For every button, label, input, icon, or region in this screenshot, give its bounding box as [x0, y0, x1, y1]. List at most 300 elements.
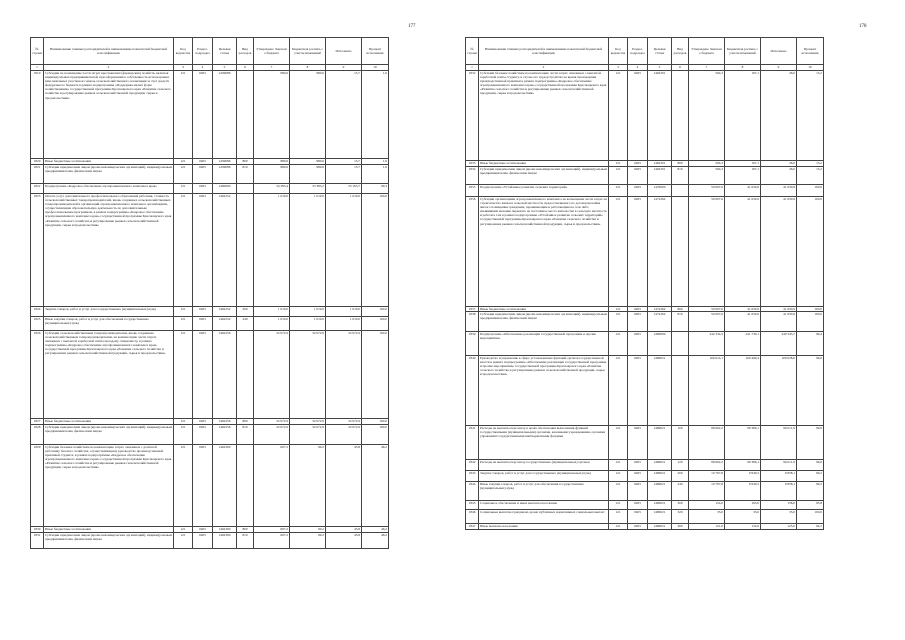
header-cell: Процент исполнения [797, 38, 824, 65]
section-code: 0405 [628, 71, 648, 161]
row-description: Иные закупки товаров, работ и услуг для обеспечения государственных (муниципальных) нужд [44, 317, 174, 331]
table-row [466, 426, 824, 460]
section-code: 0405 [628, 524, 648, 530]
approved-amount: 980,6 [254, 71, 290, 159]
executed-amount: 33,0 [761, 510, 797, 524]
department-code: 121 [174, 317, 193, 331]
expense-type-code [237, 331, 254, 419]
approved-amount: 121,0 [689, 524, 725, 530]
row-number: 1840 [466, 356, 479, 426]
row-number: 1825 [31, 317, 44, 331]
execution-percent: 100,0 [797, 307, 824, 312]
section-code: 0405 [628, 426, 648, 460]
header-cell: Исполнено [761, 38, 797, 65]
row-description: Иные выплаты населению [479, 524, 609, 530]
revised-amount: 99 386,1 [725, 426, 761, 460]
department-code: 121 [609, 161, 628, 167]
column-number: 8 [725, 65, 761, 71]
target-item-code: 1480021 [648, 460, 672, 471]
header-cell: Утверждено Законом о бюджете [689, 38, 725, 65]
column-number: 3 [609, 65, 628, 71]
row-description: Иные бюджетные ассигнования [44, 159, 174, 165]
approved-amount: 242 334,3 [689, 332, 725, 356]
executed-amount: 99 011,9 [761, 426, 797, 460]
budget-table [30, 37, 389, 549]
column-number: 5 [213, 65, 237, 71]
section-code: 0405 [628, 356, 648, 426]
table-row [31, 317, 389, 331]
executed-amount: 41 630,9 [761, 197, 797, 307]
table-row [31, 71, 389, 159]
target-item-code: 1462300 [213, 527, 237, 533]
execution-percent: 100,0 [362, 419, 389, 425]
row-number: 1831 [31, 533, 44, 549]
section-code: 0405 [628, 185, 648, 197]
row-number: 1828 [31, 425, 44, 445]
department-code: 121 [609, 332, 628, 356]
department-code: 121 [609, 471, 628, 482]
approved-amount: 594,3 [689, 167, 725, 185]
target-item-code: 1472262 [648, 312, 672, 332]
execution-percent: 100,0 [362, 194, 389, 307]
page-number: 178 [859, 24, 867, 29]
expense-type-code: 320 [672, 510, 689, 524]
target-item-code: 1459086 [213, 165, 237, 184]
section-code: 0405 [628, 460, 648, 471]
expense-type-code: 200 [672, 471, 689, 482]
row-description: Иные бюджетные ассигнования [44, 419, 174, 425]
executed-amount: 26,0 [761, 71, 797, 161]
header-row [466, 38, 824, 65]
approved-amount: 980,6 [254, 165, 290, 184]
row-number: 1820 [31, 159, 44, 165]
approved-amount: 594,3 [689, 71, 725, 161]
department-code: 121 [174, 165, 193, 184]
row-description: Закупка товаров, работ и услуг для государственных (муниципальных) нужд [479, 471, 609, 482]
row-number: 1843 [466, 471, 479, 482]
table-row [31, 445, 389, 527]
table-row [31, 533, 389, 549]
executed-amount: 33 163,7 [326, 184, 362, 194]
revised-amount: 980,6 [290, 165, 326, 184]
table-row [31, 425, 389, 445]
approved-amount: 32 072,9 [254, 425, 290, 445]
target-item-code: 1480021 [648, 482, 672, 501]
expense-type-code: 120 [672, 460, 689, 471]
target-item-code: 1472262 [648, 197, 672, 307]
target-item-code: 1462256 [213, 331, 237, 419]
target-item-code: 1480021 [648, 501, 672, 510]
row-description: Подпрограмма «Кадровое обеспечение агропромышленного комплекса края» [44, 184, 174, 194]
execution-percent: 46,2 [362, 445, 389, 527]
section-code: 0405 [628, 482, 648, 501]
target-item-code: 1462301 [648, 161, 672, 167]
column-number: 1 [466, 65, 479, 71]
row-number: 1838 [466, 312, 479, 332]
approved-amount: 98 692,2 [689, 460, 725, 471]
approved-amount: 10 767,8 [689, 482, 725, 501]
row-number: 1846 [466, 510, 479, 524]
execution-percent: 1,6 [362, 159, 389, 165]
row-description: Иные закупки товаров, работ и услуг для обеспечения государственных (муниципальных) нужд [479, 482, 609, 501]
table-row [466, 71, 824, 161]
row-description: Субсидии юридическим лицам (кроме некоммерческих организаций), индивидуальным предпринимателям, физическим лицам [479, 312, 609, 332]
row-number: 1836 [466, 197, 479, 307]
revised-amount: 33,0 [725, 510, 761, 524]
executed-amount: 1 019,0 [326, 307, 362, 317]
column-number: 10 [797, 65, 824, 71]
row-number: 1819 [31, 71, 44, 159]
table-row [466, 510, 824, 524]
section-code: 0405 [193, 419, 213, 425]
executed-amount: 125,0 [761, 524, 797, 530]
column-number: 4 [193, 65, 213, 71]
executed-amount: 99 011,9 [761, 460, 797, 471]
expense-type-code: 300 [672, 501, 689, 510]
executed-amount: 15,7 [326, 71, 362, 159]
revised-amount: 9 939,3 [725, 471, 761, 482]
revised-amount: 41 630,9 [725, 185, 761, 197]
expense-type-code: 240 [672, 482, 689, 501]
row-description: Субсидии юридическим лицам (кроме некоммерческих организаций), индивидуальным предпринимателям, физическим лицам [44, 165, 174, 184]
revised-amount: 1 019,0 [290, 194, 326, 307]
target-item-code: 1470000 [648, 185, 672, 197]
department-code: 121 [174, 425, 193, 445]
row-description: Иные бюджетные ассигнования [479, 307, 609, 312]
header-cell: № строки [31, 38, 44, 65]
execution-percent: 100,0 [362, 331, 389, 419]
execution-percent: 99,2 [797, 471, 824, 482]
executed-amount: 41 630,9 [761, 185, 797, 197]
row-number: 1842 [466, 460, 479, 471]
revised-amount: 32 072,9 [290, 331, 326, 419]
table-row [31, 331, 389, 419]
department-code: 121 [609, 460, 628, 471]
table-row [466, 167, 824, 185]
target-item-code: 1462301 [648, 71, 672, 161]
revised-amount: 241 730,1 [725, 332, 761, 356]
header-cell: Бюджетная роспись с учетом изменений [725, 38, 761, 65]
row-number: 1829 [31, 445, 44, 527]
expense-type-code: 240 [237, 317, 254, 331]
target-item-code: 1480021 [648, 426, 672, 460]
section-code: 0405 [628, 510, 648, 524]
department-code: 121 [174, 533, 193, 549]
execution-percent: 13,2 [797, 161, 824, 167]
column-number: 2 [44, 65, 174, 71]
revised-amount: 32 072,9 [290, 419, 326, 425]
row-number: 1845 [466, 501, 479, 510]
executed-amount: 9 858,1 [761, 482, 797, 501]
revised-amount: 165,0 [725, 501, 761, 510]
approved-amount: 50 097,6 [689, 197, 725, 307]
target-item-code: 1462256 [213, 419, 237, 425]
approved-amount: 34 383,4 [254, 184, 290, 194]
row-number: 1847 [466, 524, 479, 530]
revised-amount: 33 383,2 [290, 184, 326, 194]
row-number: 1822 [31, 184, 44, 194]
expense-type-code: 800 [672, 307, 689, 312]
column-number: 10 [362, 65, 389, 71]
section-code: 0405 [628, 307, 648, 312]
revised-amount: 197,1 [725, 161, 761, 167]
revised-amount: 99 386,1 [725, 460, 761, 471]
executed-amount: 15,7 [326, 159, 362, 165]
expense-type-code [237, 184, 254, 194]
department-code: 121 [609, 501, 628, 510]
approved-amount: 109 614,1 [689, 356, 725, 426]
executed-amount: 9 858,1 [761, 471, 797, 482]
executed-amount: 109 028,0 [761, 356, 797, 426]
expense-type-code: 800 [237, 159, 254, 165]
target-item-code: 1480021 [648, 471, 672, 482]
expense-type-code: 810 [672, 167, 689, 185]
execution-percent: 100,0 [362, 425, 389, 445]
target-item-code: 1480021 [648, 524, 672, 530]
department-code: 121 [174, 527, 193, 533]
column-number: 7 [254, 65, 290, 71]
revised-amount: 109 490,4 [725, 356, 761, 426]
expense-type-code: 800 [237, 419, 254, 425]
row-number: 1824 [31, 307, 44, 317]
target-item-code: 1459086 [213, 159, 237, 165]
header-cell: Бюджетная роспись с учетом изменений [290, 38, 326, 65]
target-item-code: 1460000 [213, 184, 237, 194]
department-code: 121 [609, 71, 628, 161]
approved-amount: 154,0 [689, 501, 725, 510]
approved-amount: 10 767,8 [689, 471, 725, 482]
executed-amount: 1 019,0 [326, 194, 362, 307]
execution-percent: 99,2 [797, 482, 824, 501]
department-code: 121 [609, 356, 628, 426]
approved-amount: 98 692,2 [689, 426, 725, 460]
row-number: 1833 [466, 161, 479, 167]
approved-amount: 50 097,6 [689, 185, 725, 197]
header-cell: Вид расходов [672, 38, 689, 65]
budget-table [465, 37, 824, 530]
execution-percent: 95,8 [797, 501, 824, 510]
execution-percent: 100,0 [797, 197, 824, 307]
target-item-code: 1462301 [648, 167, 672, 185]
department-code: 121 [609, 510, 628, 524]
approved-amount: 50 097,6 [689, 307, 725, 312]
row-description: Субсидии юридическим лицам (кроме некоммерческих организаций), индивидуальным предпринимателям, физическим лицам [479, 167, 609, 185]
target-item-code: 1480000 [648, 332, 672, 356]
expense-type-code: 200 [237, 307, 254, 317]
execution-percent: 13,2 [797, 167, 824, 185]
department-code: 121 [609, 185, 628, 197]
target-item-code: 1480021 [648, 356, 672, 426]
row-description: Социальное обеспечение и иные выплаты населению [479, 501, 609, 510]
table-row [466, 482, 824, 501]
execution-percent: 100,0 [797, 312, 824, 332]
revised-amount: 197,1 [725, 71, 761, 161]
revised-amount: 197,1 [725, 167, 761, 185]
header-cell: Наименование главных распорядителей и наименование показателей бюджетной классификации [479, 38, 609, 65]
expense-type-code [672, 197, 689, 307]
section-code: 0405 [628, 167, 648, 185]
expense-type-code [237, 71, 254, 159]
row-number: 1839 [466, 332, 479, 356]
revised-amount: 9 939,3 [725, 482, 761, 501]
execution-percent: 99,6 [797, 426, 824, 460]
target-item-code: 1480021 [648, 510, 672, 524]
department-code: 121 [609, 307, 628, 312]
row-description: Расходы на выплаты персоналу в целях обеспечения выполнения функций государственными (муниципальными) органами, казенными учреждениями, органами управления государственными внебюджетными фондами [479, 426, 609, 460]
approved-amount: 1 019,0 [254, 194, 290, 307]
column-number: 8 [290, 65, 326, 71]
column-number: 7 [689, 65, 725, 71]
section-code: 0405 [628, 332, 648, 356]
row-description: Субсидии на возмещение части затрат крестьянских (фермерских) хозяйств, включая индивидуальных предпринимателей, при оформлении в собственность используемых ими земельных участков из земель сельскохозяйственного назначения за счет средств федерального бюджета в рамках подпрограммы «Поддержка малых форм хозяйствования» государственной программы Красноярского края «Развитие сельского хозяйства и регулирование рынков сельскохозяйственной продукции, сырья и продовольствия» [44, 71, 174, 159]
section-code: 0405 [193, 159, 213, 165]
executed-amount: 26,0 [761, 167, 797, 185]
section-code: 0405 [193, 425, 213, 445]
expense-type-code [237, 445, 254, 527]
expense-type-code [672, 185, 689, 197]
right-page [453, 0, 905, 640]
section-code: 0405 [628, 161, 648, 167]
execution-percent: 100,0 [797, 185, 824, 197]
left-page [0, 0, 452, 640]
table-row [466, 501, 824, 510]
column-number: 2 [479, 65, 609, 71]
section-code: 0405 [628, 471, 648, 482]
column-number: 6 [237, 65, 254, 71]
target-item-code: 1462256 [213, 425, 237, 445]
header-cell: № строки [466, 38, 479, 65]
revised-amount: 980,6 [290, 71, 326, 159]
row-description: Иные бюджетные ассигнования [44, 527, 174, 533]
expense-type-code: 800 [672, 161, 689, 167]
row-description: Иные бюджетные ассигнования [479, 161, 609, 167]
approved-amount: 697,2 [254, 533, 290, 549]
header-cell: Процент исполнения [362, 38, 389, 65]
execution-percent: 94,7 [797, 524, 824, 530]
table-row [31, 165, 389, 184]
execution-percent: 1,6 [362, 165, 389, 184]
executed-amount: 26,0 [761, 161, 797, 167]
row-description: Субсидии юридическим лицам (кроме некоммерческих организаций), индивидуальным предпринимателям, физическим лицам [44, 533, 174, 549]
execution-percent: 46,2 [362, 533, 389, 549]
column-number: 9 [761, 65, 797, 71]
department-code: 121 [609, 312, 628, 332]
executed-amount: 32 072,9 [326, 419, 362, 425]
revised-amount: 41 630,9 [725, 197, 761, 307]
column-number: 4 [628, 65, 648, 71]
target-item-code: 1462252 [213, 307, 237, 317]
section-code: 0405 [193, 527, 213, 533]
column-number: 1 [31, 65, 44, 71]
execution-percent: 99,6 [797, 356, 824, 426]
column-number: 6 [672, 65, 689, 71]
section-code: 0405 [193, 331, 213, 419]
executed-amount: 240 345,7 [761, 332, 797, 356]
row-description: Субсидии юридическим лицам (кроме некоммерческих организаций), индивидуальным предпринимателям, физическим лицам [44, 425, 174, 445]
row-description: Подпрограмма «Обеспечение реализации государственной программы и прочие мероприятия» [479, 332, 609, 356]
revised-amount: 132,0 [725, 524, 761, 530]
approved-amount: 1 019,0 [254, 317, 290, 331]
department-code: 121 [609, 197, 628, 307]
row-number: 1834 [466, 167, 479, 185]
execution-percent: 100,0 [797, 510, 824, 524]
row-description: Закупка товаров, работ и услуг для государственных (муниципальных) нужд [44, 307, 174, 317]
section-code: 0405 [193, 317, 213, 331]
row-number: 1821 [31, 165, 44, 184]
expense-type-code [672, 356, 689, 426]
section-code: 0405 [193, 307, 213, 317]
revised-amount: 1 019,0 [290, 317, 326, 331]
row-description: Расходы на выплаты персоналу государственных (муниципальных) органов [479, 460, 609, 471]
table-row [31, 184, 389, 194]
department-code: 121 [174, 71, 193, 159]
row-number: 1826 [31, 331, 44, 419]
executed-amount: 41 630,9 [761, 307, 797, 312]
expense-type-code [237, 194, 254, 307]
department-code: 121 [174, 331, 193, 419]
revised-amount: 99,2 [290, 527, 326, 533]
executed-amount: 45,8 [326, 533, 362, 549]
row-number: 1835 [466, 185, 479, 197]
section-code: 0405 [193, 533, 213, 549]
expense-type-code: 810 [237, 425, 254, 445]
department-code: 121 [174, 184, 193, 194]
section-code: 0405 [193, 71, 213, 159]
department-code: 121 [609, 524, 628, 530]
executed-amount: 45,8 [326, 527, 362, 533]
row-number: 1830 [31, 527, 44, 533]
expense-type-code: 100 [672, 426, 689, 460]
column-number: 5 [648, 65, 672, 71]
revised-amount: 980,6 [290, 159, 326, 165]
header-cell: Исполнено [326, 38, 362, 65]
table-row [466, 471, 824, 482]
row-number: 1832 [466, 71, 479, 161]
expense-type-code [672, 71, 689, 161]
header-cell: Код ведомства [174, 38, 193, 65]
expense-type-code: 810 [237, 533, 254, 549]
expense-type-code: 810 [672, 312, 689, 332]
approved-amount: 33,0 [689, 510, 725, 524]
table-row [466, 332, 824, 356]
execution-percent: 13,2 [797, 71, 824, 161]
department-code: 121 [174, 445, 193, 527]
department-code: 121 [174, 159, 193, 165]
revised-amount: 41 630,9 [725, 312, 761, 332]
header-cell: Утверждено Законом о бюджете [254, 38, 290, 65]
row-number: 1844 [466, 482, 479, 501]
revised-amount: 32 072,9 [290, 425, 326, 445]
section-code: 0405 [193, 184, 213, 194]
executed-amount: 32 072,9 [326, 425, 362, 445]
header-cell: Код ведомства [609, 38, 628, 65]
row-number: 1837 [466, 307, 479, 312]
executed-amount: 45,8 [326, 445, 362, 527]
execution-percent: 99,3 [362, 184, 389, 194]
approved-amount: 697,2 [254, 445, 290, 527]
header-cell: Наименование главных распорядителей и наименование показателей бюджетной классификации [44, 38, 174, 65]
department-code: 121 [609, 167, 628, 185]
execution-percent: 100,0 [362, 307, 389, 317]
section-code: 0405 [193, 445, 213, 527]
header-cell: Целевая статья [648, 38, 672, 65]
department-code: 121 [174, 419, 193, 425]
target-item-code: 1462252 [213, 194, 237, 307]
header-row [31, 38, 389, 65]
approved-amount: 594,3 [689, 161, 725, 167]
row-number: 1841 [466, 426, 479, 460]
column-number: 3 [174, 65, 193, 71]
